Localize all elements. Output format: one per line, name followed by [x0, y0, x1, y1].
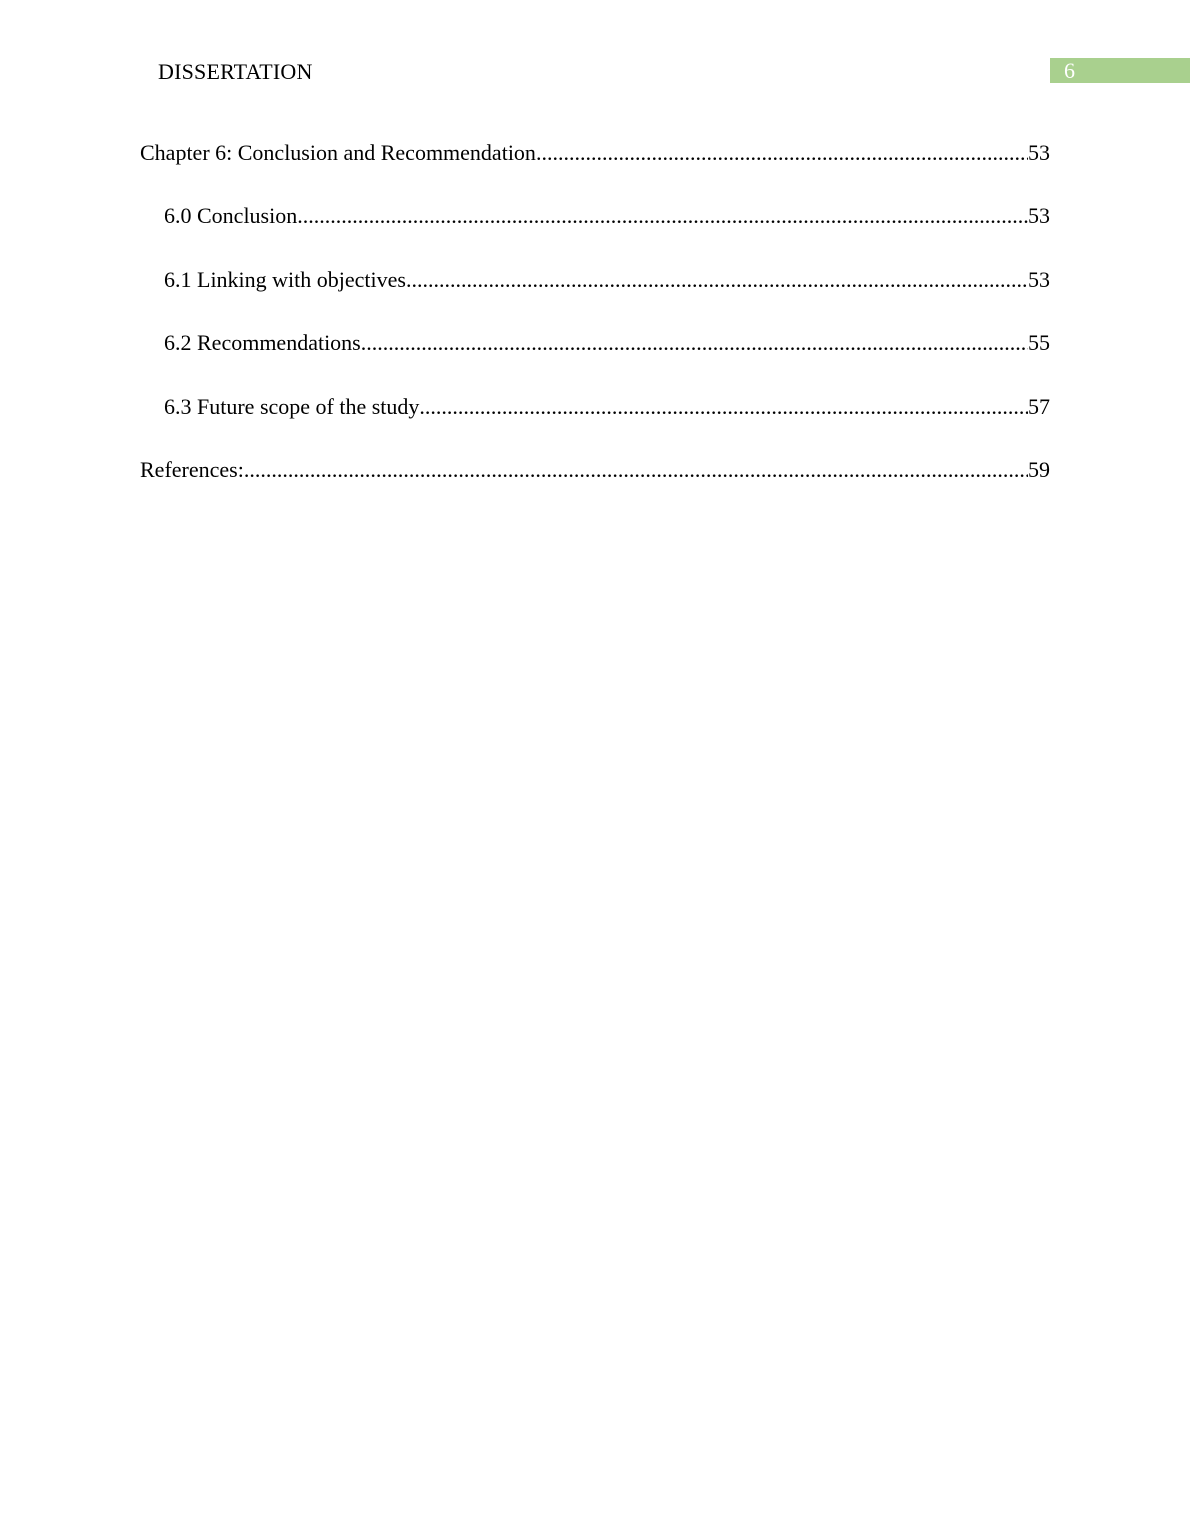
toc-entry-label: 6.1 Linking with objectives [164, 266, 406, 292]
toc-entry-label: Chapter 6: Conclusion and Recommendation [140, 140, 536, 165]
toc-entry-page: 59 [1028, 456, 1050, 482]
toc-entry-page: 57 [1028, 393, 1050, 419]
toc-dot-leader [536, 138, 1028, 168]
toc-dot-leader [244, 455, 1028, 485]
page-number-badge: 6 [1050, 58, 1190, 83]
toc-entry-page: 53 [1028, 203, 1050, 229]
toc-entry-label: 6.3 Future scope of the study [164, 393, 420, 419]
toc-entry-page: 53 [1028, 266, 1050, 292]
toc-entry-6-3[interactable] [140, 392, 1050, 455]
toc-entry-label: 6.0 Conclusion [164, 203, 298, 229]
toc-entry-6-0[interactable] [140, 201, 1050, 264]
toc-entry-page: 53 [1028, 140, 1050, 165]
toc-entry-6-1[interactable] [140, 265, 1050, 328]
toc-dot-leader [361, 328, 1028, 358]
toc-entry-6-2[interactable] [140, 328, 1050, 391]
toc-entry-page: 55 [1028, 330, 1050, 356]
toc-entry-label: References: [140, 456, 244, 482]
running-header-title: DISSERTATION [158, 59, 313, 84]
table-of-contents [140, 138, 1050, 518]
toc-dot-leader [406, 265, 1028, 295]
toc-entry-chapter-6[interactable] [140, 138, 1050, 201]
toc-dot-leader [419, 392, 1028, 422]
toc-entry-references[interactable] [140, 455, 1050, 518]
toc-entry-label: 6.2 Recommendations [164, 330, 361, 356]
toc-dot-leader [297, 201, 1028, 231]
